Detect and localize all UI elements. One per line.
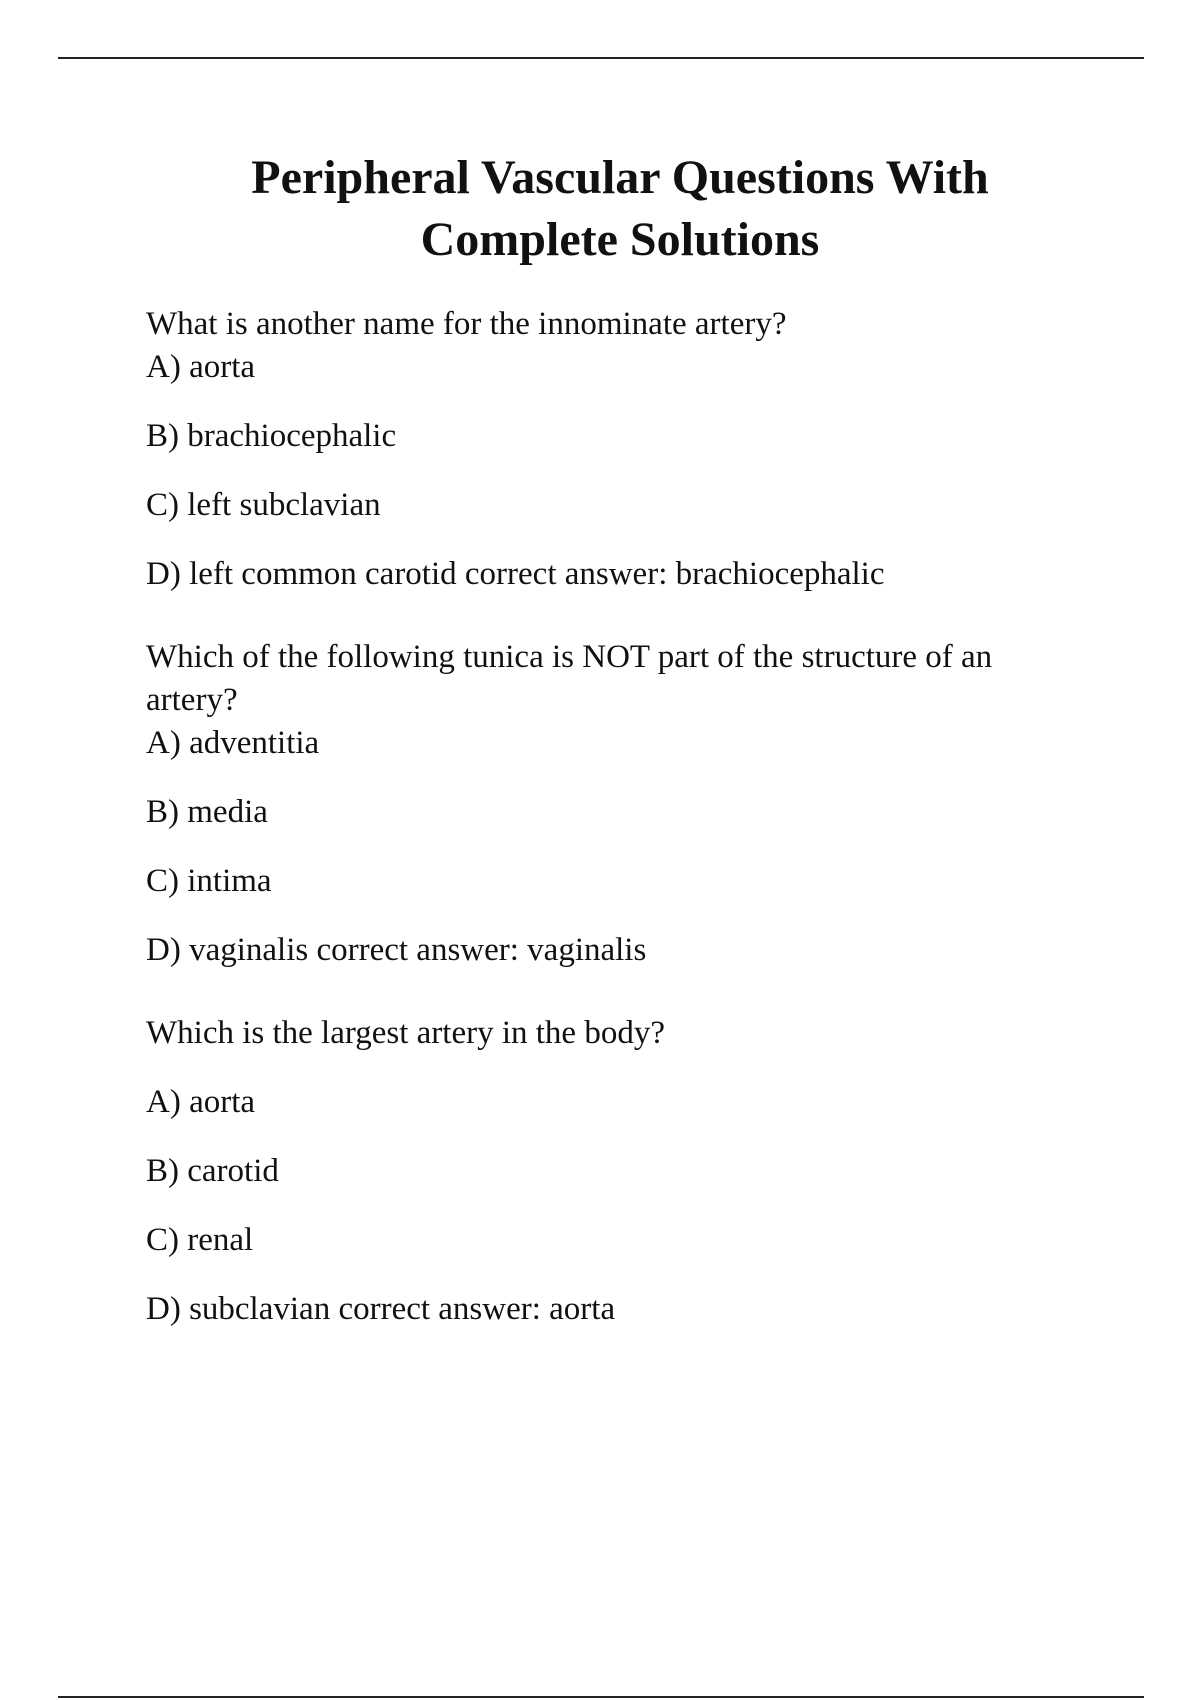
answer-option: C) intima xyxy=(146,863,272,899)
answer-option: B) media xyxy=(146,794,268,830)
answer-option: A) aorta xyxy=(146,349,256,385)
question-text: What is another name for the innominate artery? xyxy=(146,306,787,342)
document-title xyxy=(0,147,1200,271)
header-rule xyxy=(58,57,1144,59)
answer-option: A) adventitia xyxy=(146,725,320,761)
answer-option-with-solution: D) left common carotid correct answer: brachiocephalic xyxy=(146,556,885,592)
answer-option: A) aorta xyxy=(146,1084,256,1120)
question-block xyxy=(146,303,1106,596)
question-text: Which is the largest artery in the body? xyxy=(146,1015,665,1051)
title-line-2: Complete Solutions xyxy=(420,213,820,266)
answer-option: C) renal xyxy=(146,1222,254,1258)
title-line-1: Peripheral Vascular Questions With xyxy=(251,151,989,204)
question-block xyxy=(146,636,1106,972)
answer-option: C) left subclavian xyxy=(146,487,381,523)
footer-rule xyxy=(58,1696,1144,1698)
answer-option-with-solution: D) vaginalis correct answer: vaginalis xyxy=(146,932,647,968)
answer-option: B) carotid xyxy=(146,1153,279,1189)
question-list xyxy=(146,303,1106,1367)
question-text: Which of the following tunica is NOT part of the structure of an artery? xyxy=(146,639,993,718)
answer-option-with-solution: D) subclavian correct answer: aorta xyxy=(146,1291,616,1327)
question-block xyxy=(146,1012,1106,1331)
answer-option: B) brachiocephalic xyxy=(146,418,397,454)
